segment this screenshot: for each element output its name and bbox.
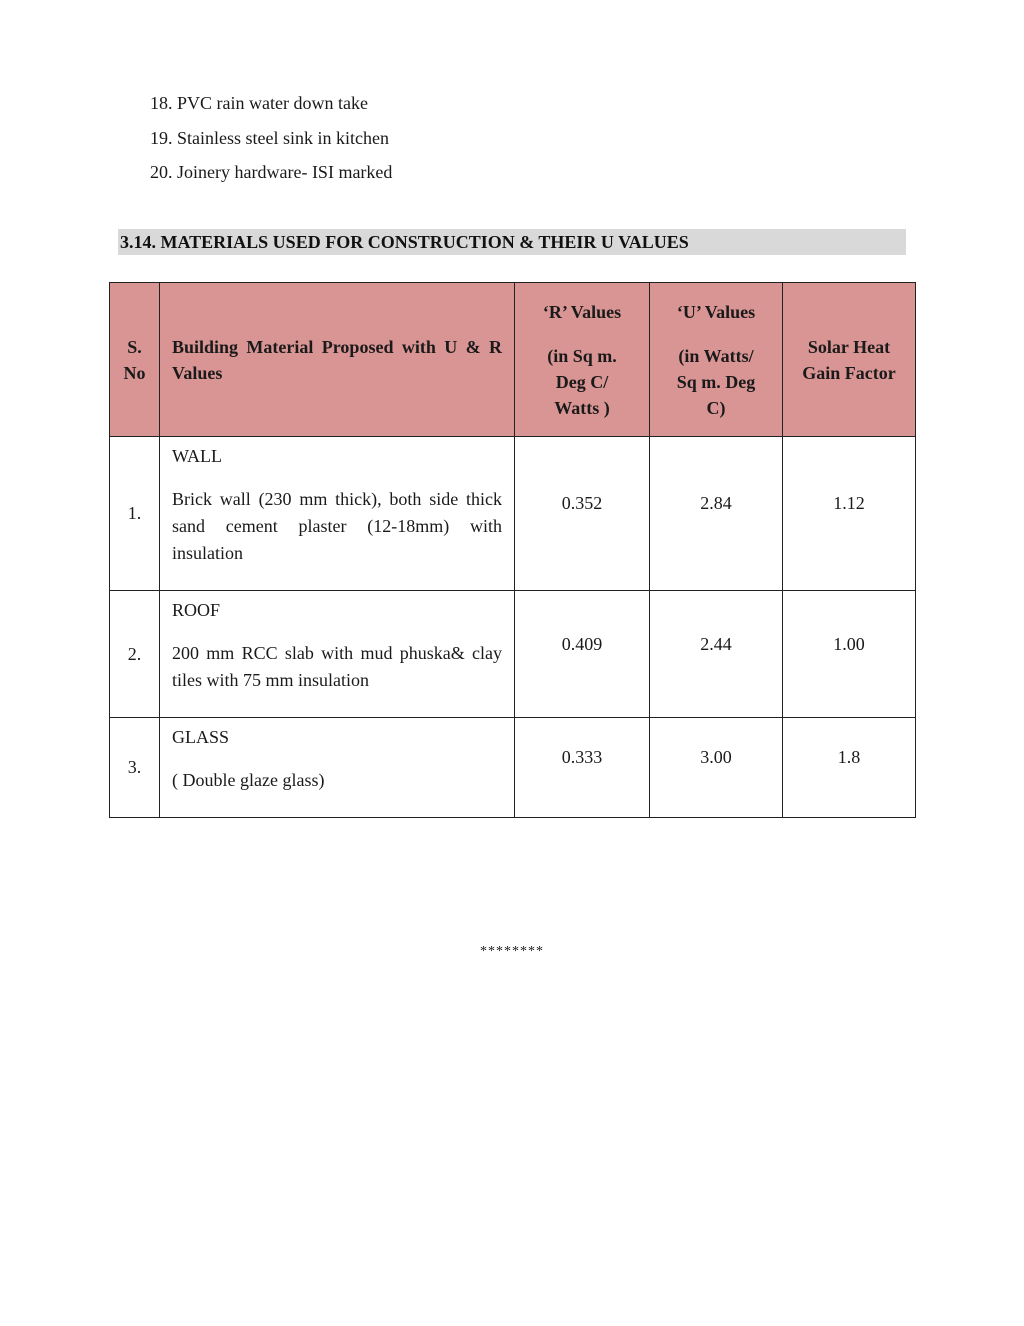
row-u-value	[650, 718, 783, 818]
row-sno: 2.	[110, 591, 160, 718]
material-description: ( Double glaze glass)	[172, 770, 325, 790]
list-item: 18. PVC rain water down take	[150, 93, 368, 113]
header-material-text: Building Material Proposed with U & R Values	[172, 336, 502, 383]
header-r-title: ‘R’ Values	[542, 301, 622, 322]
row-r-value	[515, 591, 650, 718]
table-header-row	[110, 283, 916, 437]
header-u-unit: Sq m. Deg	[676, 371, 756, 392]
material-title: ROOF	[172, 600, 221, 620]
u-value: 2.44	[700, 633, 732, 654]
row-u-value	[650, 437, 783, 591]
row-shgf	[783, 591, 916, 718]
row-shgf	[783, 437, 916, 591]
row-sno: 1.	[110, 437, 160, 591]
row-r-value	[515, 437, 650, 591]
table-row	[110, 437, 916, 591]
r-value: 0.333	[561, 747, 603, 767]
u-value: 2.84	[700, 493, 732, 513]
row-material	[160, 437, 515, 591]
r-value: 0.352	[561, 493, 603, 513]
header-u-title: ‘U’ Values	[676, 301, 756, 322]
header-u-unit: C)	[706, 397, 726, 418]
header-sno	[110, 283, 160, 437]
materials-list	[150, 90, 392, 194]
shgf-value: 1.8	[837, 747, 861, 767]
row-sno: 3.	[110, 718, 160, 818]
material-title: WALL	[172, 446, 222, 466]
row-material	[160, 591, 515, 718]
material-description: 200 mm RCC slab with mud phuska& clay tiles with 75 mm insulation	[172, 643, 502, 690]
header-sno-line: No	[123, 362, 146, 383]
header-material	[160, 283, 515, 437]
row-shgf	[783, 718, 916, 818]
header-r-unit: Deg C/	[555, 371, 609, 392]
header-r-values	[515, 283, 650, 437]
header-shgf-line: Gain Factor	[802, 362, 896, 383]
header-shgf-line: Solar Heat	[807, 336, 891, 357]
header-r-unit: (in Sq m.	[547, 345, 617, 366]
r-value: 0.409	[561, 633, 603, 654]
header-sno-line: S.	[127, 336, 142, 357]
header-u-values	[650, 283, 783, 437]
u-value: 3.00	[700, 747, 732, 767]
table-row	[110, 591, 916, 718]
row-r-value	[515, 718, 650, 818]
list-item: 20. Joinery hardware- ISI marked	[150, 162, 393, 182]
header-u-unit: (in Watts/	[678, 345, 754, 366]
section-heading: 3.14. MATERIALS USED FOR CONSTRUCTION & THEIR U VALUES	[118, 229, 906, 255]
table-row	[110, 718, 916, 818]
shgf-value: 1.00	[833, 633, 865, 654]
shgf-value: 1.12	[833, 493, 865, 513]
material-description: Brick wall (230 mm thick), both side thick sand cement plaster (12-18mm) with insulation	[172, 489, 502, 563]
row-u-value	[650, 591, 783, 718]
material-title: GLASS	[172, 727, 230, 747]
header-shgf	[783, 283, 916, 437]
list-item: 19. Stainless steel sink in kitchen	[150, 127, 389, 148]
materials-table	[109, 282, 916, 818]
header-r-unit: Watts )	[554, 397, 610, 418]
row-material	[160, 718, 515, 818]
end-mark: ********	[480, 944, 544, 959]
